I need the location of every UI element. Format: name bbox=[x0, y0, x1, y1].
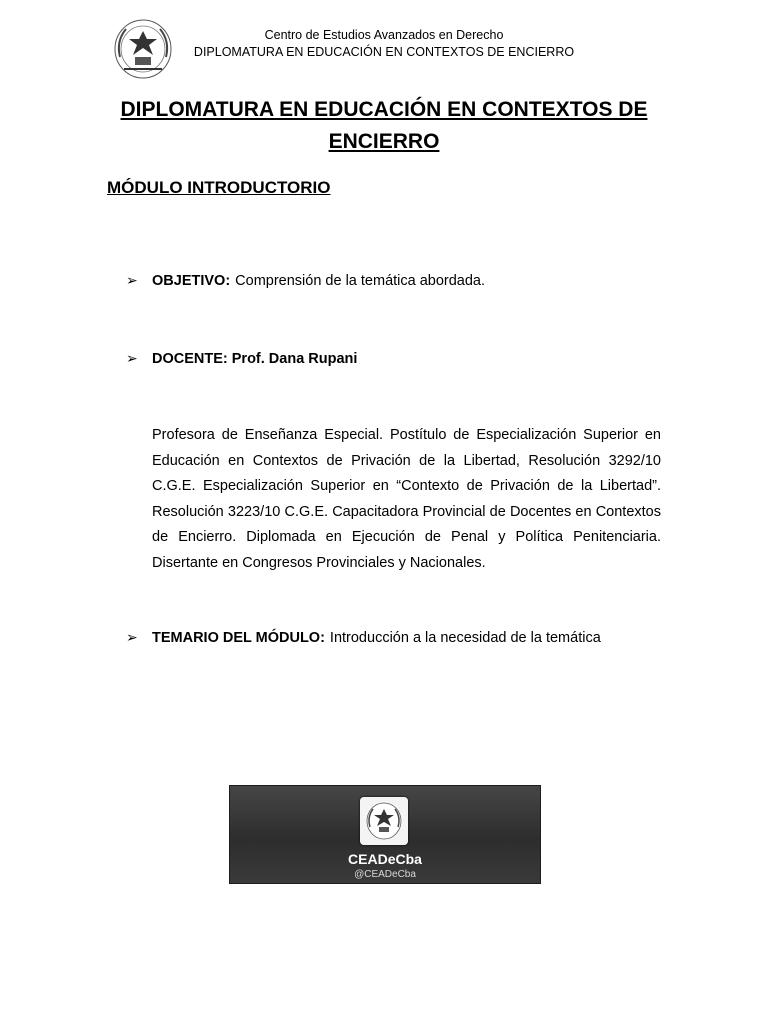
module-title: MÓDULO INTRODUCTORIO bbox=[107, 178, 331, 197]
bullet-temario bbox=[126, 629, 601, 646]
banner-handle: @CEADeCba bbox=[354, 869, 416, 880]
twitter-banner[interactable] bbox=[229, 785, 541, 884]
bullet-label: DOCENTE: Prof. Dana Rupani bbox=[152, 351, 358, 367]
arrow-bullet-icon: ➢ bbox=[126, 272, 138, 288]
banner-name: CEADeCba bbox=[348, 851, 422, 867]
arrow-bullet-icon: ➢ bbox=[126, 629, 138, 645]
arrow-bullet-icon: ➢ bbox=[126, 350, 138, 366]
bullet-docente bbox=[126, 350, 362, 367]
page-title: DIPLOMATURA EN EDUCACIÓN EN CONTEXTOS DE ENCIERRO bbox=[120, 98, 648, 153]
bullet-text: Comprensión de la temática abordada. bbox=[235, 273, 486, 289]
bullet-label: OBJETIVO: bbox=[152, 273, 231, 289]
bullet-objetivo bbox=[126, 272, 485, 289]
header-program: DIPLOMATURA EN EDUCACIÓN EN CONTEXTOS DE ENCIERRO bbox=[193, 45, 575, 59]
bullet-label: TEMARIO DEL MÓDULO: bbox=[152, 630, 325, 646]
bullet-text: Introducción a la necesidad de la temática bbox=[329, 630, 601, 646]
avatar bbox=[360, 797, 408, 845]
teacher-bio: Profesora de Enseñanza Especial. Postítulo de Especialización Superior en Educación en Contextos de Privación de la Libertad, Resolución 3292/10 C.G.E. Especialización Superior en “Contexto de Privación de la Libertad”. Resolución 3223/10 C.G.E. Capacitadora Provincial de Docentes en Contextos de Encierro. Diplomada en Ejecución de Penal y Política Penitenciaria. Disertante en Congresos Provinciales y Nacionales. bbox=[152, 427, 661, 571]
header-institution: Centro de Estudios Avanzados en Derecho bbox=[264, 28, 504, 42]
